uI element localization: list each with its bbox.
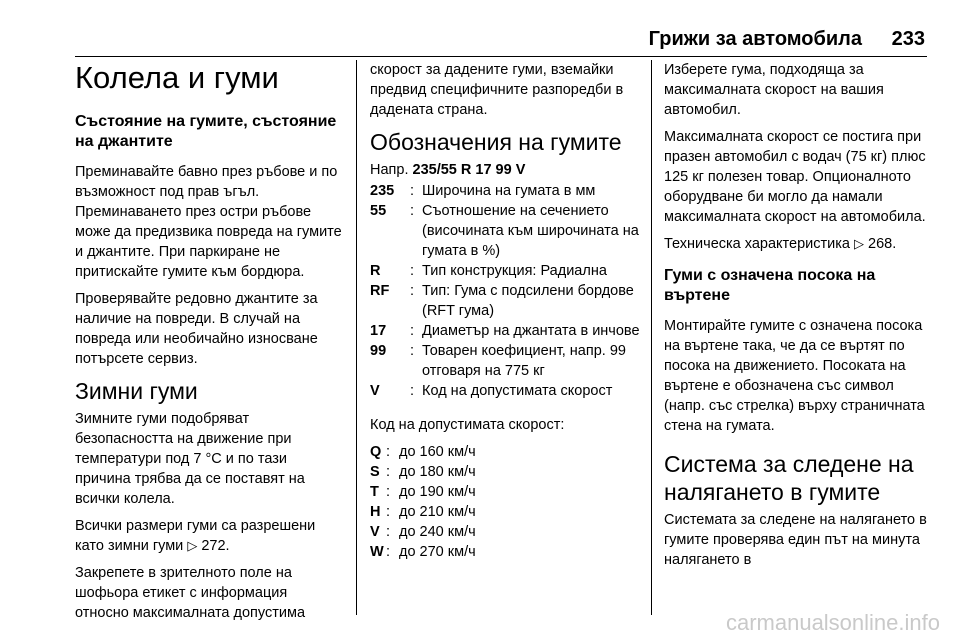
code-list <box>370 181 640 401</box>
code-key: 99 <box>370 343 387 359</box>
paragraph: Изберете гума, подходяща за максималната скорост на вашия автомобил. <box>664 62 884 118</box>
speed-intro: Код на допустимата скорост: <box>370 417 565 433</box>
code-desc: Тип конструкция: Радиална <box>422 263 607 279</box>
example-line <box>370 160 640 180</box>
speed-list <box>370 442 640 562</box>
speed-value: до 210 км/ч <box>399 504 476 520</box>
page-reference-icon: ▷ <box>854 236 865 251</box>
code-row: 235 : Широчина на гумата в мм <box>370 181 640 201</box>
speed-row: T : до 190 км/ч <box>370 482 640 502</box>
code-desc: Диаметър на джантата в инчове <box>422 323 640 339</box>
speed-row: V : до 240 км/ч <box>370 522 640 542</box>
code-row: 99 : Товарен коефициент, напр. 99 отговаря на 775 кг <box>370 341 640 381</box>
code-key: 55 <box>370 203 387 219</box>
page-reference[interactable]: 272. <box>201 538 230 554</box>
heading-directional-tyres: Гуми с означена посока на въртене <box>664 267 876 304</box>
code-key: 17 <box>370 323 387 339</box>
code-row: V : Код на допустимата скорост <box>370 381 640 401</box>
heading-tyre-markings: Обозначения на гумите <box>370 129 622 155</box>
heading-tpms: Система за следене на налягането в гумите <box>664 451 914 505</box>
column-divider <box>651 60 652 615</box>
code-row: R : Тип конструкция: Радиална <box>370 261 640 281</box>
paragraph <box>664 234 934 254</box>
paragraph: Монтирайте гумите с означена посока на въртене така, че да се въртят по посока на движението. Посоката на въртене е обозначена със символ (напр. със стрелка) върху страничната стена на гумата. <box>664 318 925 434</box>
chapter-title: Колела и гуми <box>75 60 279 95</box>
paragraph: скорост за дадените гуми, вземайки предвид специфичните разпоредби в дадената страна. <box>370 62 624 118</box>
speed-key: Q <box>370 444 382 460</box>
speed-row: S : до 180 км/ч <box>370 462 640 482</box>
heading-winter-tyres: Зимни гуми <box>75 378 198 404</box>
column-divider <box>356 60 357 615</box>
watermark: carmanualsonline.info <box>725 610 940 635</box>
example-code: 235/55 R 17 99 V <box>412 162 526 178</box>
speed-key: W <box>370 544 384 560</box>
column-3 <box>664 60 934 577</box>
paragraph: Закрепете в зрителното поле на шофьора етикет с информация относно максималната допустима <box>75 565 306 621</box>
heading-tyre-state: Състояние на гумите, състояние на джантите <box>75 113 337 150</box>
speed-key: S <box>370 464 380 480</box>
page-reference[interactable]: 268. <box>868 236 897 252</box>
page-number: 233 <box>891 28 925 50</box>
page-reference-icon: ▷ <box>187 538 198 553</box>
section-title: Грижи за автомобила <box>648 28 862 50</box>
speed-row: Q : до 160 км/ч <box>370 442 640 462</box>
speed-key: H <box>370 504 381 520</box>
paragraph: Системата за следене на налягането в гумите проверява един път на минута налягането в <box>664 512 927 568</box>
code-key: 235 <box>370 183 395 199</box>
speed-value: до 190 км/ч <box>399 484 476 500</box>
code-key: V <box>370 383 380 399</box>
speed-row: H : до 210 км/ч <box>370 502 640 522</box>
speed-key: V <box>370 524 380 540</box>
paragraph-text: Техническа характеристика <box>664 236 850 252</box>
code-key: R <box>370 263 381 279</box>
speed-value: до 270 км/ч <box>399 544 476 560</box>
code-row: 17 : Диаметър на джантата в инчове <box>370 323 640 339</box>
paragraph: Зимните гуми подобряват безопасността на движение при температури под 7 °C и по тази причина трябва да се поставят на всички колела. <box>75 411 305 507</box>
code-desc: Широчина на гумата в мм <box>422 183 596 199</box>
code-key: RF <box>370 283 390 299</box>
speed-value: до 240 км/ч <box>399 524 476 540</box>
speed-value: до 160 км/ч <box>399 444 476 460</box>
code-desc: Тип: Гума с подсилени бордове (RFT гума) <box>422 283 634 319</box>
paragraph-text: Всички размери гуми са разрешени като зимни гуми <box>75 518 316 554</box>
code-desc: Товарен коефициент, напр. 99 отговаря на 775 кг <box>422 343 626 379</box>
paragraph: Максималната скорост се постига при празен автомобил с водач (75 кг) плюс 125 кг полезен товар. Опционалното оборудване би могло да намали максималната скорост на автомобила. <box>664 129 926 225</box>
column-2 <box>370 60 640 562</box>
code-row: 55 : Съотношение на сечението (височината към широчината на гумата в %) <box>370 203 639 259</box>
code-desc: Код на допустимата скорост <box>422 383 613 399</box>
paragraph: Преминавайте бавно през ръбове и по възможност под прав ъгъл. Преминаването през остри ръбове може да предизвика повреда на гумите и джантите. При паркиране не притискайте гумите към бордюра. <box>75 164 342 280</box>
column-1 <box>75 60 345 630</box>
paragraph <box>75 516 345 556</box>
speed-row: W : до 270 км/ч <box>370 542 640 562</box>
example-prefix: Напр. <box>370 162 409 178</box>
code-row: RF : Тип: Гума с подсилени бордове (RFT гума) <box>370 281 640 321</box>
code-desc: Съотношение на сечението (височината към широчината на гумата в %) <box>422 203 639 259</box>
page-header <box>75 28 927 57</box>
speed-key: T <box>370 484 379 500</box>
speed-value: до 180 км/ч <box>399 464 476 480</box>
paragraph: Проверявайте редовно джантите за наличие на повреди. В случай на повреда или необичайно износване потърсете сервиз. <box>75 291 318 367</box>
